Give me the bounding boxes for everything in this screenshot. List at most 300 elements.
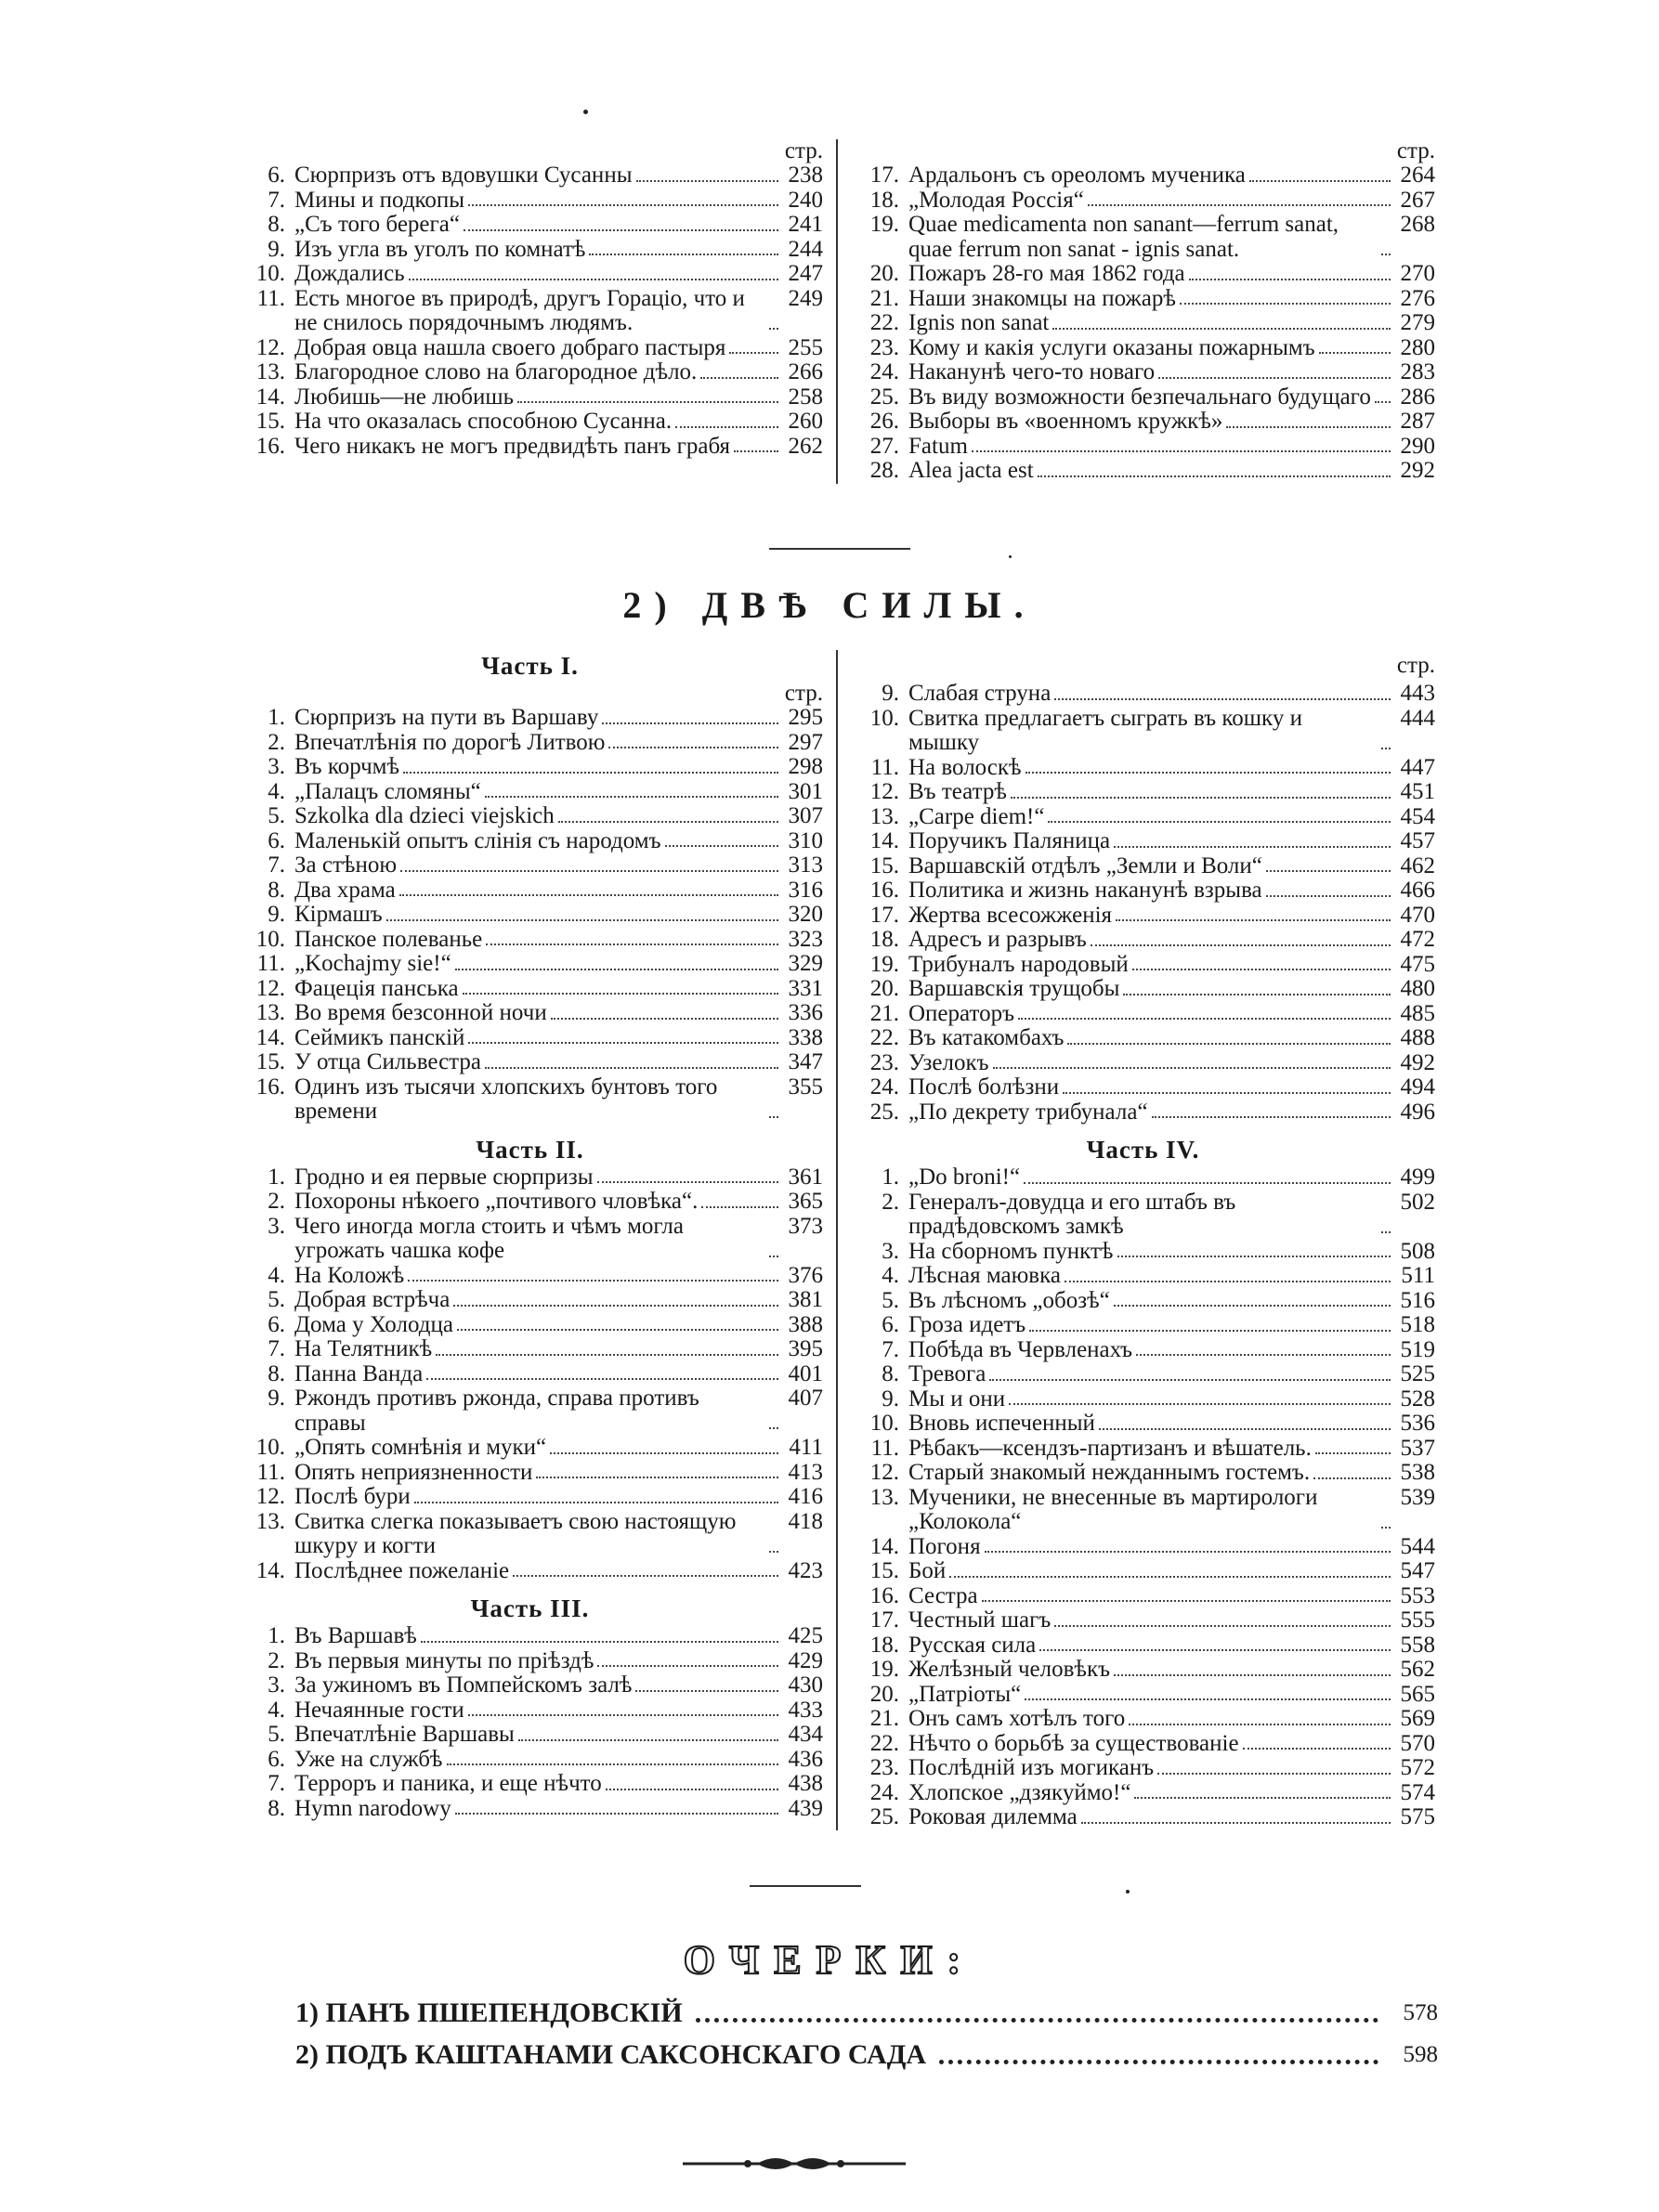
- entry-title: Варшавскія трущобы: [908, 976, 1120, 1001]
- page-number: 472: [1400, 927, 1435, 952]
- entry-title: Опять неприязненности: [294, 1459, 533, 1485]
- page-number: 433: [788, 1697, 823, 1723]
- entry-text: [908, 1362, 1394, 1387]
- page-column-label: стр.: [1396, 138, 1435, 163]
- entry-title: Szkolka dla dzieci viejskich: [294, 803, 555, 828]
- page-number: 290: [1400, 433, 1435, 459]
- page-number: 470: [1400, 902, 1435, 928]
- entry-text: [908, 1075, 1394, 1100]
- entry-text: [294, 1190, 782, 1215]
- dot-leader: [1011, 797, 1391, 799]
- part-title: Часть II.: [476, 1135, 584, 1164]
- dot-leader: [769, 1256, 778, 1257]
- separator-rule: [769, 548, 910, 550]
- entry-title: Добрая встрѣча: [294, 1287, 451, 1312]
- dot-leader: [1315, 1452, 1391, 1454]
- entry-text: [294, 755, 782, 780]
- entry-title: Фацеція панська: [294, 975, 459, 1001]
- entry-number: 15.: [255, 1049, 285, 1074]
- toc-entry: [851, 1584, 1435, 1609]
- entry-text: [294, 213, 782, 238]
- dot-leader: [1266, 895, 1391, 897]
- entry-number: 17.: [869, 1607, 899, 1633]
- part-title: Часть IV.: [1086, 1136, 1200, 1164]
- entry-title: За ужиномъ въ Помпейскомъ залѣ: [294, 1672, 633, 1698]
- toc-entry: [851, 1191, 1435, 1240]
- page-number: 247: [788, 261, 823, 286]
- entry-number: 10.: [869, 1411, 899, 1436]
- entry-title: Кірмашъ: [294, 902, 383, 927]
- dot-leader: [558, 821, 778, 823]
- toc-entry: [237, 804, 823, 829]
- entry-number: 4.: [268, 1697, 285, 1723]
- page-number: 241: [788, 212, 823, 237]
- dot-leader: [1313, 1477, 1391, 1479]
- entry-title: Ignis non sanat: [908, 310, 1050, 335]
- page-number: 499: [1400, 1165, 1435, 1190]
- entry-title: Гродно и ея первые сюрпризы: [294, 1164, 594, 1190]
- dot-leader: [1088, 204, 1391, 206]
- entry-title: Ржондъ противъ ржонда, справа противъ справы: [294, 1386, 699, 1436]
- entry-text: [294, 1698, 782, 1724]
- toc-entry: [851, 1732, 1435, 1757]
- page-number: 578: [1403, 2000, 1438, 2025]
- essay-title: 2) ПОДЪ КАШТАНАМИ САКСОНСКАГО САДА: [295, 2039, 927, 2070]
- entry-title: Желѣзный человѣкъ: [908, 1657, 1111, 1682]
- entry-text: [908, 360, 1394, 385]
- entry-number: 11.: [256, 951, 285, 976]
- dot-leader: [517, 401, 778, 403]
- entry-text: [908, 1756, 1394, 1781]
- entry-title: Узелокъ: [908, 1049, 989, 1075]
- toc-entry: [237, 262, 823, 287]
- toc-entry: [237, 1436, 823, 1461]
- entry-text: [908, 1683, 1394, 1708]
- dot-leader: [1180, 303, 1391, 305]
- entry-number: 14.: [255, 1557, 285, 1583]
- toc-entry: [237, 1510, 823, 1559]
- toc-entry: [237, 1264, 823, 1289]
- page-number: 536: [1400, 1411, 1435, 1436]
- entry-text: [908, 1051, 1394, 1076]
- toc-entry: [851, 1781, 1435, 1806]
- page-number: 496: [1400, 1099, 1435, 1125]
- toc-entry: [237, 1559, 823, 1584]
- toc-entry: [237, 829, 823, 854]
- toc-entry: [237, 755, 823, 780]
- entry-number: 17.: [869, 163, 899, 188]
- entry-title: Чего никакъ не могъ предвидѣть панъ грабя: [294, 433, 731, 459]
- page-number: 287: [1400, 409, 1435, 434]
- page-number: 519: [1400, 1336, 1435, 1362]
- dot-leader: [1081, 1822, 1391, 1824]
- page-number: 434: [788, 1722, 823, 1747]
- part-title: Часть I.: [481, 652, 579, 680]
- entry-title: Поручикъ Паляница: [908, 828, 1111, 853]
- entry-text: [294, 1748, 782, 1773]
- entry-number: 21.: [869, 1706, 899, 1731]
- dot-leader: [769, 1427, 778, 1429]
- dot-leader: [1039, 1649, 1391, 1651]
- entry-title: Слабая струна: [908, 681, 1052, 706]
- entry-text: [908, 953, 1394, 978]
- dot-leader: [608, 747, 778, 748]
- toc-entry: [237, 1723, 823, 1748]
- dot-leader: [1381, 1527, 1391, 1529]
- toc-entry: [237, 878, 823, 904]
- entry-title: Сеймикъ панскій: [294, 1024, 465, 1050]
- page-number: 454: [1400, 803, 1435, 829]
- entry-title: Дома у Холодца: [294, 1311, 453, 1337]
- entry-number: 19.: [869, 1657, 899, 1682]
- dot-leader: [1157, 1773, 1391, 1775]
- entry-title: Два храма: [294, 877, 396, 903]
- entry-number: 10.: [255, 926, 285, 952]
- entry-text: [908, 262, 1394, 287]
- entry-number: 7.: [882, 1336, 899, 1362]
- toc-entry: [237, 1698, 823, 1724]
- dot-leader: [1025, 1698, 1391, 1700]
- page-number: 425: [788, 1623, 823, 1648]
- print-speck: [1126, 1890, 1130, 1893]
- entry-title: „Do broni!“: [908, 1165, 1021, 1190]
- page-number: 264: [1400, 163, 1435, 188]
- page-number: 537: [1400, 1435, 1435, 1461]
- entry-number: 20.: [869, 1681, 899, 1707]
- entry-title: Любишь—не любишь: [294, 384, 515, 410]
- toc-entry: [237, 1026, 823, 1051]
- entry-number: 14.: [255, 384, 285, 410]
- page-number: 365: [788, 1189, 823, 1214]
- toc-entry: [237, 1337, 823, 1362]
- page-number: 262: [788, 433, 823, 459]
- entry-number: 6.: [268, 827, 285, 853]
- toc-entry: [237, 1485, 823, 1510]
- toc-list: [851, 1165, 1435, 1830]
- toc-entry: [851, 1289, 1435, 1314]
- entry-number: 18.: [869, 1632, 899, 1658]
- dot-leader: [1381, 254, 1391, 255]
- dot-leader: [1132, 969, 1391, 970]
- entry-number: 11.: [256, 1459, 285, 1485]
- toc-entry: [237, 385, 823, 410]
- entry-title: Въ театрѣ: [908, 779, 1007, 804]
- entry-title: Въ виду возможности безпечальнаго будущаго: [908, 384, 1371, 410]
- toc-entry: [237, 1075, 823, 1125]
- entry-title: „Молодая Россія“: [908, 187, 1084, 213]
- entry-title: Fatum: [908, 433, 968, 459]
- entry-number: 17.: [869, 902, 899, 928]
- page-number: 438: [788, 1771, 823, 1796]
- toc-entry: [851, 1633, 1435, 1659]
- entry-title: „Съ того берега“: [294, 212, 460, 237]
- top-right-column: [836, 139, 1435, 484]
- dot-leader: [1189, 279, 1391, 280]
- entry-text: [908, 1100, 1394, 1126]
- toc-entry: [237, 1673, 823, 1698]
- entry-title: Погоня: [908, 1533, 981, 1559]
- dot-leader: [939, 2060, 1378, 2064]
- entry-title: Операторъ: [908, 1000, 1015, 1026]
- dot-leader: [1123, 994, 1391, 995]
- entry-number: 16.: [255, 1073, 285, 1099]
- page-number: 240: [788, 187, 823, 213]
- dot-leader: [468, 1714, 778, 1716]
- toc-entry: [851, 1264, 1435, 1289]
- dot-leader: [457, 1329, 778, 1331]
- entry-number: 8.: [268, 877, 285, 903]
- dot-leader: [1099, 1428, 1391, 1430]
- page-number: 338: [788, 1024, 823, 1050]
- toc-entry: [851, 336, 1435, 361]
- toc-entry: [237, 163, 823, 189]
- toc-entry: [237, 1288, 823, 1313]
- dot-leader: [551, 1018, 778, 1020]
- entry-title: Свитка предлагаетъ сыграть въ кошку и мышку: [908, 705, 1302, 755]
- entry-title: Мины и подкопы: [294, 187, 465, 213]
- dot-leader: [1243, 1748, 1391, 1750]
- dot-leader: [597, 1665, 778, 1667]
- entry-title: Лѣсная маювка: [908, 1263, 1061, 1288]
- entry-number: 6.: [268, 1746, 285, 1772]
- page-number: 475: [1400, 951, 1435, 977]
- entry-title: Hymn narodowy: [294, 1795, 451, 1821]
- page-column-label: стр.: [784, 681, 823, 706]
- entry-text: [908, 756, 1394, 781]
- entry-text: [908, 1264, 1394, 1289]
- entry-text: [294, 829, 782, 854]
- entry-number: 9.: [882, 681, 899, 706]
- dot-leader: [769, 1116, 778, 1118]
- entry-text: [294, 1797, 782, 1822]
- entry-text: [908, 805, 1394, 830]
- toc-entry: [237, 1797, 823, 1822]
- entry-number: 1.: [268, 705, 285, 730]
- entry-title: Ардальонъ съ ореоломъ мученика: [908, 163, 1246, 188]
- entry-number: 26.: [869, 409, 899, 434]
- entry-number: 16.: [869, 1582, 899, 1608]
- page-number: 572: [1400, 1755, 1435, 1780]
- entry-text: [908, 311, 1394, 336]
- toc-entry: [851, 682, 1435, 707]
- entry-number: 10.: [255, 261, 285, 286]
- entry-title: Добрая овца нашла своего добраго пастыря: [294, 334, 726, 360]
- page-number: 547: [1400, 1558, 1435, 1583]
- page-number: 466: [1400, 878, 1435, 903]
- entry-text: [908, 1313, 1394, 1338]
- entry-title: Во время безсонной ночи: [294, 1000, 547, 1025]
- page-number: 323: [788, 926, 823, 952]
- entry-number: 11.: [870, 754, 899, 780]
- entry-text: [294, 287, 782, 336]
- dot-leader: [513, 1575, 778, 1577]
- dve-sily-block: [237, 650, 1435, 1830]
- dot-leader: [675, 426, 778, 428]
- toc-entry: [851, 1051, 1435, 1076]
- page-number: 249: [788, 285, 823, 311]
- print-speck: [1009, 555, 1012, 558]
- entry-number: 2.: [268, 1647, 285, 1673]
- entry-text: [294, 360, 782, 385]
- entry-number: 18.: [869, 187, 899, 213]
- entry-text: [294, 853, 782, 878]
- entry-title: Маленькій опытъ слінія съ народомъ: [294, 827, 661, 853]
- entry-number: 1.: [268, 1164, 285, 1190]
- page-number: 276: [1400, 285, 1435, 311]
- page-number: 416: [788, 1484, 823, 1509]
- toc-entry: [237, 903, 823, 928]
- toc-entry: [851, 1240, 1435, 1265]
- entry-text: [908, 854, 1394, 879]
- entry-number: 3.: [268, 1672, 285, 1698]
- entry-title: На сборномъ пунктѣ: [908, 1238, 1114, 1264]
- entry-title: Въ лѣсномъ „обозѣ“: [908, 1287, 1110, 1313]
- entry-number: 1.: [268, 1623, 285, 1648]
- dot-leader: [1025, 772, 1391, 774]
- dot-leader: [1114, 846, 1391, 848]
- page-number: 570: [1400, 1730, 1435, 1756]
- dot-leader: [408, 1280, 778, 1282]
- entry-text: [294, 1624, 782, 1649]
- entry-text: [908, 1559, 1394, 1584]
- toc-entry: [237, 238, 823, 263]
- dot-leader: [468, 1042, 778, 1044]
- toc-entry: [237, 706, 823, 731]
- entry-text: [294, 1461, 782, 1486]
- page-number: 347: [788, 1049, 823, 1074]
- entry-text: [294, 1673, 782, 1698]
- dot-leader: [1226, 426, 1391, 428]
- entry-text: [294, 1264, 782, 1289]
- entry-title: Въ Варшавѣ: [294, 1623, 417, 1648]
- entry-number: 13.: [255, 359, 285, 384]
- entry-text: [908, 1805, 1394, 1830]
- entry-title: У отца Сильвестра: [294, 1049, 482, 1074]
- toc-entry: [851, 805, 1435, 830]
- entry-title: Онъ самъ хотѣлъ того: [908, 1706, 1126, 1731]
- entry-text: [294, 410, 782, 435]
- page-number: 320: [788, 902, 823, 927]
- entry-title: Гроза идетъ: [908, 1312, 1026, 1337]
- print-speck: [583, 110, 588, 114]
- toc-entry: [851, 1535, 1435, 1560]
- dot-leader: [602, 722, 778, 724]
- entry-text: [908, 1437, 1394, 1462]
- page-number: 485: [1400, 1000, 1435, 1026]
- page-number: 430: [788, 1672, 823, 1698]
- toc-entry: [851, 1362, 1435, 1387]
- entry-number: 2.: [882, 1189, 899, 1215]
- entry-title: Жертва всесожженія: [908, 902, 1113, 928]
- dot-leader: [769, 328, 778, 330]
- entry-number: 23.: [869, 1049, 899, 1075]
- entry-title: Впечатлѣніе Варшавы: [294, 1722, 515, 1747]
- dot-leader: [426, 1378, 778, 1380]
- dot-leader: [1375, 401, 1391, 403]
- toc-entry: [237, 287, 823, 336]
- dot-leader: [1116, 919, 1391, 921]
- entry-text: [294, 238, 782, 263]
- entry-title: На что оказалась способною Сусанна.: [294, 409, 673, 434]
- page-number: 525: [1400, 1361, 1435, 1386]
- entry-number: 13.: [869, 803, 899, 829]
- toc-entry: [851, 1461, 1435, 1486]
- page-number: 292: [1400, 458, 1435, 483]
- dot-leader: [399, 894, 778, 896]
- toc-entry: [851, 189, 1435, 214]
- dot-leader: [949, 1576, 1391, 1578]
- dot-leader: [597, 1181, 778, 1183]
- entry-number: 8.: [268, 212, 285, 237]
- entry-text: [294, 1436, 782, 1461]
- dot-leader: [1018, 1018, 1391, 1020]
- entry-number: 13.: [255, 1508, 285, 1534]
- entry-text: [908, 928, 1394, 953]
- entry-text: [294, 1510, 782, 1559]
- page-number: 331: [788, 975, 823, 1001]
- entry-text: [908, 336, 1394, 361]
- entry-number: 24.: [869, 359, 899, 384]
- toc-entry: [851, 1707, 1435, 1732]
- entry-title: „Патріоты“: [908, 1681, 1022, 1707]
- page-number: 553: [1400, 1582, 1435, 1608]
- entry-number: 5.: [268, 1722, 285, 1747]
- entry-number: 3.: [268, 754, 285, 779]
- toc-entry: [237, 1001, 823, 1026]
- dot-leader: [665, 845, 778, 847]
- toc-entry: [237, 1748, 823, 1773]
- entry-title: Мы и они: [908, 1386, 1006, 1412]
- page-number: 528: [1400, 1386, 1435, 1412]
- entry-number: 7.: [268, 852, 285, 878]
- entry-text: [908, 1412, 1394, 1437]
- page-number: 255: [788, 334, 823, 360]
- toc-list: [237, 706, 823, 1125]
- entry-number: 5.: [882, 1287, 899, 1313]
- entry-title: Нѣчто о борьбѣ за существованіе: [908, 1730, 1239, 1756]
- dot-leader: [447, 1763, 779, 1765]
- page-number: 267: [1400, 187, 1435, 213]
- toc-list: [237, 163, 823, 459]
- top-left-column: [237, 139, 836, 484]
- entry-number: 6.: [268, 163, 285, 188]
- part-title: Часть III.: [470, 1594, 590, 1622]
- dot-leader: [1152, 1116, 1391, 1118]
- toc-entry: [851, 953, 1435, 978]
- entry-title: Роковая дилемма: [908, 1804, 1078, 1829]
- entry-title: Старый знакомый нежданнымъ гостемъ.: [908, 1460, 1311, 1485]
- toc-entry: [851, 287, 1435, 312]
- entry-text: [908, 707, 1394, 756]
- dot-leader: [1038, 475, 1391, 477]
- dot-leader: [989, 1379, 1391, 1381]
- dot-leader: [636, 180, 779, 182]
- page-number: 401: [788, 1360, 823, 1386]
- page-number: 329: [788, 951, 823, 976]
- toc-entry: [237, 1190, 823, 1215]
- entry-text: [908, 904, 1394, 929]
- entry-number: 19.: [869, 212, 899, 237]
- dot-leader: [1052, 328, 1391, 330]
- dot-leader: [734, 450, 778, 452]
- toc-entry: [851, 707, 1435, 756]
- toc-entry: [851, 1805, 1435, 1830]
- dot-leader: [1009, 1403, 1391, 1405]
- entry-text: [294, 1362, 782, 1387]
- page-number: 544: [1400, 1533, 1435, 1559]
- entry-text: [908, 1633, 1394, 1659]
- entry-number: 23.: [869, 334, 899, 360]
